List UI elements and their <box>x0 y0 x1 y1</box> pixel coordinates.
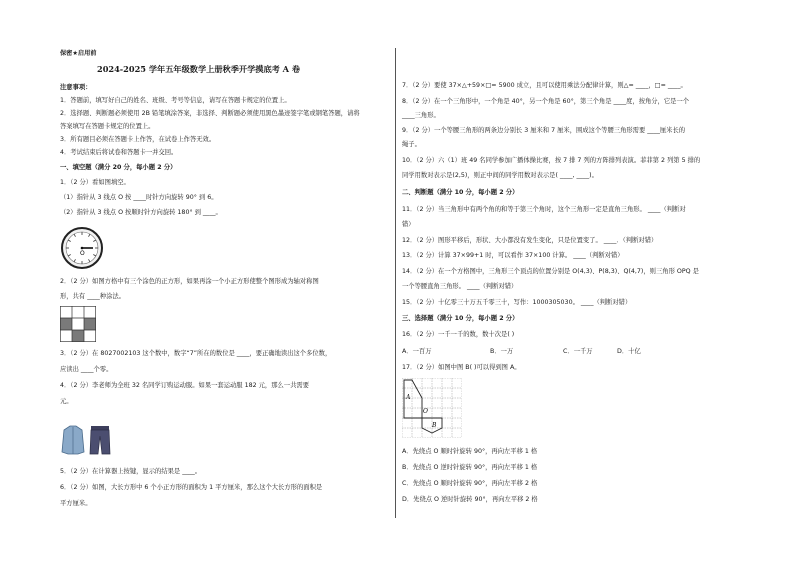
question-12: 12．（2 分）图形平移后，形状、大小都没有发生变化，只是位置变了。 ____．（判断对错） <box>402 237 658 244</box>
notice-item: 答案填写在答题卡规定的位置上。 <box>60 123 155 130</box>
question-8-line1: 8．（2 分）在一个三角形中，一个角是 40°，另一个角是 60°，第三个角是 ____度，按角分，它是一个 <box>402 98 690 105</box>
question-3-line2: 应读出 ____个零。 <box>60 366 113 373</box>
point-o-label: O <box>423 408 428 415</box>
notice-item: 2．选择题、判断题必须使用 2B 铅笔填涂答案，非选择、判断题必须使用黑色墨迹签字笔或钢笔答题，请将 <box>60 110 360 117</box>
notice-item: 4．考试结束后将试卷和答题卡一并交回。 <box>60 149 178 156</box>
q16-option-a: A．一百万 <box>402 348 432 355</box>
question-1b: （2）指针从 3 线点 O 按顺时针方向旋转 180° 到 ____。 <box>60 209 222 216</box>
question-17: 17．（2 分）如图中图 B( )可以得到图 A。 <box>402 364 521 371</box>
question-14-line1: 14．（2 分）在一个方格图中，三角形三个顶点的位置分别是 O(4,3)、P(8,3)、Q(4,7)，则三角形 OPQ 是 <box>402 268 699 275</box>
question-10-line1: 10．（2 分）六（1）班 49 名同学参加广播体操比赛，按 7 排 7 列的方阵排列表演。菲菲第 2 列第 5 排的 <box>402 157 701 164</box>
page-title: 2024-2025 学年五年级数学上册秋季开学摸底考 A 卷 <box>97 64 301 74</box>
question-3-line1: 3．（2 分）在 8027002103 这个数中，数字“7”所在的数位是 ____，要正确地读出这个多位数， <box>60 350 332 357</box>
q16-option-d: D．十亿 <box>617 348 641 355</box>
notice-heading: 注意事项： <box>60 84 92 91</box>
question-10-line2: 同学用数对表示是(2,5)，则正中间的同学用数对表示是( ____, ____)。 <box>402 172 598 179</box>
clock-center-label: O <box>80 250 85 257</box>
q16-option-b: B．一万 <box>490 348 514 355</box>
rotation-grid-figure <box>402 378 462 438</box>
question-9-line1: 9．（2 分）一个等腰三角形的两条边分别长 3 厘米和 7 厘米，围成这个等腰三角形需要 ____厘米长的 <box>402 127 686 134</box>
notice-item: 1．答题前，填写好自己的姓名、班级、考号等信息，请写在答题卡规定的位置上。 <box>60 97 291 104</box>
question-7: 7．（2 分）要使 37×△+59×□= 5900 成立，且可以使用乘法分配律计算，则△= ____，□= ____。 <box>402 82 687 89</box>
question-1a: （1）指针从 3 线点 O 按 ____时针方向旋转 90° 到 6。 <box>60 194 218 201</box>
question-2-line2: 形，共有 ____种涂法。 <box>60 293 125 300</box>
question-6-line2: 平方厘米。 <box>60 500 92 507</box>
column-divider <box>395 48 396 518</box>
q17-option-c: C．先绕点 O 顺时针旋转 90°，再向左平移 2 格 <box>402 480 538 487</box>
sportswear-image <box>60 424 116 456</box>
question-4-line2: 元。 <box>60 398 73 405</box>
question-15: 15．（2 分）十亿零三十万五千零三十，写作：1000305030。 ____（判断对错） <box>402 299 632 306</box>
section-true-false: 二、判断题（满分 10 分，每小题 2 分） <box>402 189 519 196</box>
q17-option-a: A．先绕点 O 顺时针旋转 90°，再向左平移 1 格 <box>402 448 538 455</box>
question-9-line2: 绳子。 <box>402 141 421 148</box>
question-11-line2: 错） <box>402 221 415 228</box>
question-14-line2: 一个等腰直角三角形。 ____（判断对错） <box>402 283 518 290</box>
q17-option-d: D．先绕点 O 逆时针旋转 90°，再向左平移 2 格 <box>402 496 538 503</box>
question-13: 13．（2 分）计算 37×99+1 时，可以看作 37×100 计算。 ____（判断对错） <box>402 252 624 259</box>
figure-b-label: B <box>432 422 437 429</box>
question-6-line1: 6．（2 分）如图，大长方形中 6 个小正方形的面积为 1 平方厘米，那么这个大长方形的面积是 <box>60 484 323 491</box>
figure-a-label: A <box>406 394 411 401</box>
section-multiple-choice: 三、选择题（满分 10 分，每小题 2 分） <box>402 315 519 322</box>
question-2-line1: 2．（2 分）如图方格中有三个涂色的正方形，如果再涂一个小正方形使整个图形成为轴对称图 <box>60 278 319 285</box>
q17-option-b: B．先绕点 O 逆时针旋转 90°，再向左平移 1 格 <box>402 464 538 471</box>
question-8-line2: ____三角形。 <box>402 112 440 119</box>
question-16: 16．（2 分）一千一千的数，数十次是( ) <box>402 331 515 338</box>
question-5: 5．（2 分）在计算器上按键，显示的结果是 ____。 <box>60 468 202 475</box>
question-4-line1: 4．（2 分）李老师为全班 32 名同学订购运动服。如果一套运动服 182 元，那么一共需要 <box>60 382 309 389</box>
confidential-stamp: 保密★启用前 <box>60 50 97 57</box>
notice-item: 3．所有题目必须在答题卡上作答，在试卷上作答无效。 <box>60 136 216 143</box>
question-1: 1．（2 分）看如图填空。 <box>60 179 130 186</box>
section-fill-blank: 一、填空题（满分 20 分，每小题 2 分） <box>60 164 177 171</box>
question-11-line1: 11．（2 分）当三角形中有两个角的和等于第三个角时，这个三角形一定是直角三角形。 ____（判断对 <box>402 206 686 213</box>
q16-option-c: C．一千万 <box>563 348 593 355</box>
clock-figure <box>60 226 104 270</box>
grid-figure <box>60 306 96 342</box>
